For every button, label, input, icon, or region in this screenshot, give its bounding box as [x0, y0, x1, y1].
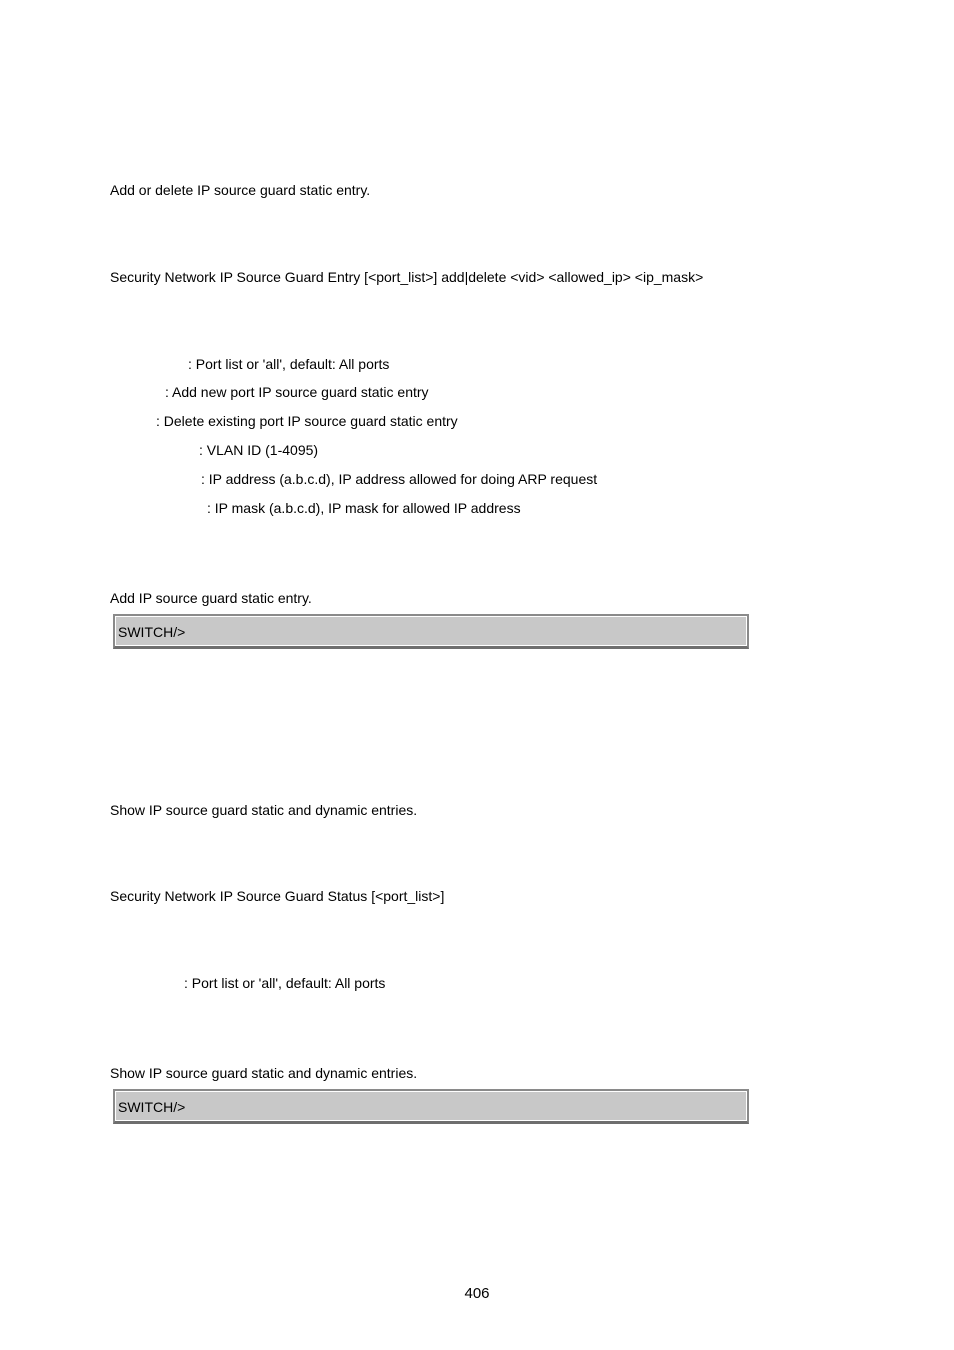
entry-param-delete: : Delete existing port IP source guard static entry — [156, 413, 458, 429]
entry-description: Add or delete IP source guard static entry. — [110, 182, 371, 198]
status-param-port-list: : Port list or 'all', default: All ports — [184, 975, 386, 991]
page-number: 406 — [464, 1285, 490, 1302]
entry-param-port-list: : Port list or 'all', default: All ports — [188, 356, 390, 372]
entry-param-allowed-ip: : IP address (a.b.c.d), IP address allowed for doing ARP request — [201, 471, 598, 487]
status-example-command-box — [113, 1089, 749, 1124]
entry-param-add: : Add new port IP source guard static entry — [165, 384, 429, 400]
status-syntax: Security Network IP Source Guard Status [<port_list>] — [110, 888, 445, 904]
status-example-command: SWITCH/> — [118, 1099, 186, 1115]
entry-param-vid: : VLAN ID (1-4095) — [199, 442, 319, 458]
entry-param-ip-mask: : IP mask (a.b.c.d), IP mask for allowed IP address — [207, 500, 521, 516]
entry-syntax: Security Network IP Source Guard Entry [<port_list>] add|delete <vid> <allowed_ip> <ip_mask> — [110, 269, 704, 285]
entry-example-command: SWITCH/> — [118, 624, 186, 640]
entry-example-caption: Add IP source guard static entry. — [110, 590, 312, 606]
status-example-caption: Show IP source guard static and dynamic entries. — [110, 1065, 418, 1081]
entry-example-command-box — [113, 614, 749, 649]
status-description: Show IP source guard static and dynamic entries. — [110, 802, 418, 818]
